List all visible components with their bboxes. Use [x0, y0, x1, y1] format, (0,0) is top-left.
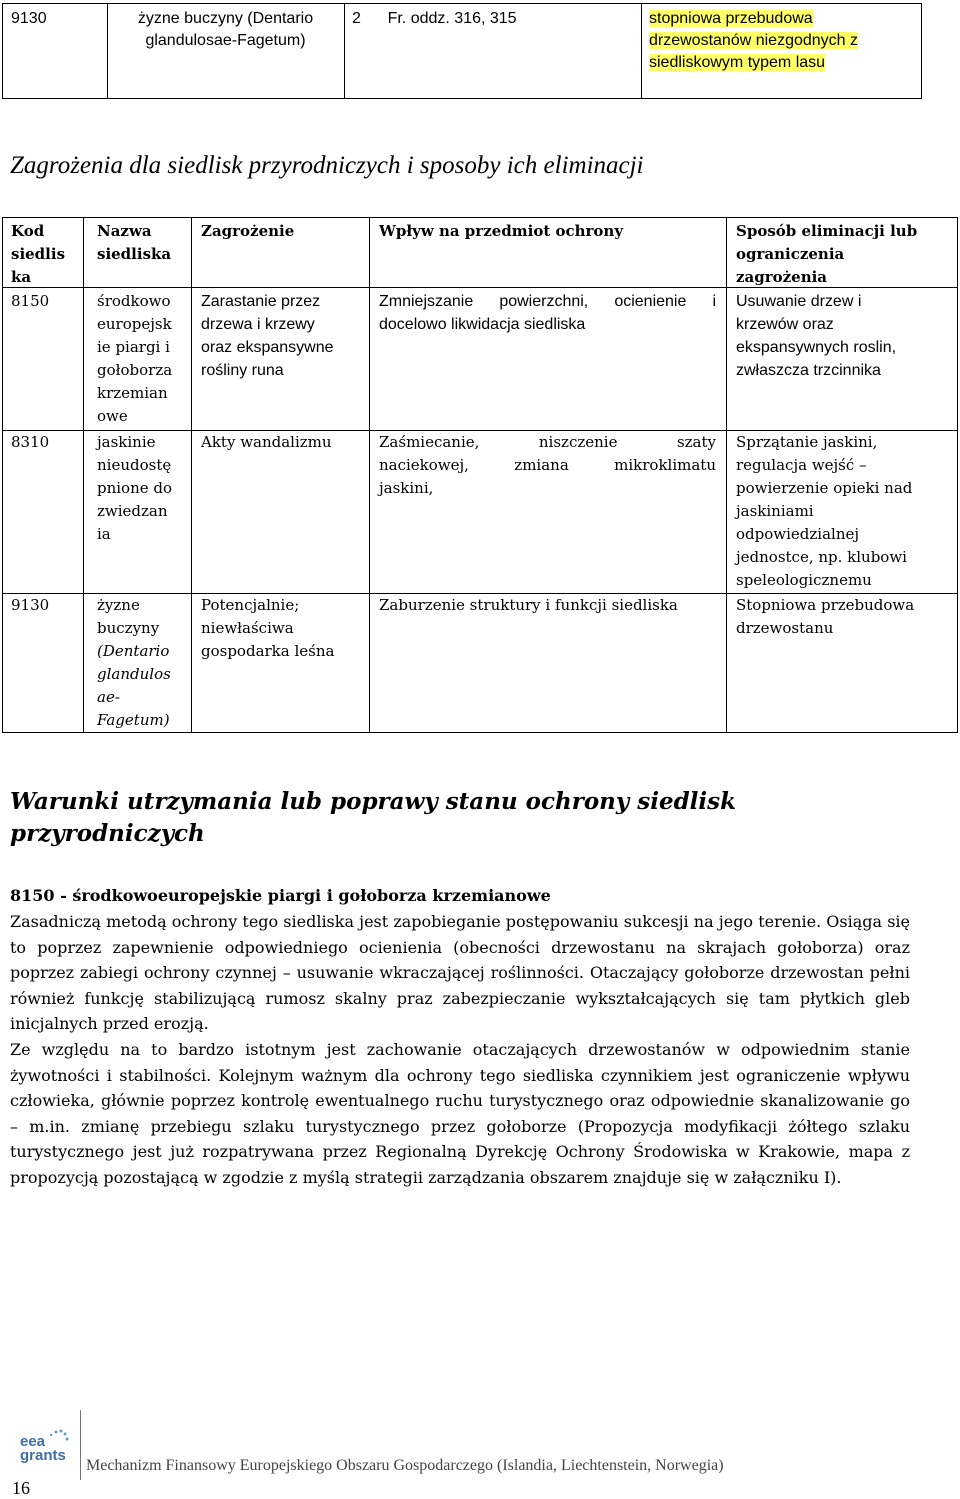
- row1-threat: Zarastanie przez drzewa i krzewy oraz ekspansywne rośliny runa: [201, 293, 334, 379]
- header-method: Sposób eliminacji lub ograniczenia zagrożenia: [736, 222, 918, 286]
- row1-name: środkowo europejsk ie piargi i gołoborza krzemian owe: [97, 292, 173, 425]
- top-name: żyzne buczyny (Dentario glandulosae-Fagetum): [137, 10, 314, 49]
- paragraph: Ze względu na to bardzo istotnym jest zachowanie otaczających drzewostanów w odpowiednim stanie żywotności i stabilności. Kolejnym ważnym dla ochrony tego siedliska czynnikiem jest ograniczenie wpływu człowieka, głównie poprzez kontrolę ewentualnego ruchu turystycznego oraz odpowiednie skanalizowanie go – m.in. zmianę przebiegu szlaku turystycznego przez gołoborze (Propozycja modyfikacji żółtego szlaku turystycznego jest już rozpatrywana przez Regionalną Dyrekcję Ochrony Środowiska w Krakowie, mapa z propozycją pozostającą w zgodzie z myślą strategii zarządzania obszarem znajduje się w załączniku I).: [10, 1039, 910, 1187]
- header-code: Kod siedlis ka: [11, 222, 66, 286]
- col-divider: [191, 218, 192, 732]
- col-divider: [726, 218, 727, 732]
- row1-method: Usuwanie drzew i krzewów oraz ekspansywnych roslin, zwłaszcza trzcinnika: [736, 293, 897, 379]
- logo-text-grants: grants: [20, 1447, 66, 1464]
- row3-impact: Zaburzenie struktury i funkcji siedliska: [379, 596, 678, 614]
- eea-grants-logo: [18, 1428, 78, 1472]
- row1-code: 8150: [11, 292, 50, 310]
- col-divider: [369, 218, 370, 732]
- top-ref: 2 Fr. oddz. 316, 315: [352, 10, 517, 27]
- top-code: 9130: [11, 10, 47, 27]
- row2-method: Sprzątanie jaskini, regulacja wejść – powierzenie opieki nad jaskiniami odpowiedzialnej jednostce, np. klubowi speleologicznemu: [736, 433, 913, 589]
- header-impact: Wpływ na przedmiot ochrony: [379, 222, 624, 240]
- threats-heading: Zagrożenia dla siedlisk przyrodniczych i sposoby ich eliminacji: [10, 152, 644, 179]
- row1-impact: Zmniejszanie powierzchni, ocienienie i docelowo likwidacja siedliska: [379, 293, 716, 333]
- footer-divider: [80, 1410, 81, 1480]
- row3-threat: Potencjalnie; niewłaściwa gospodarka leśna: [201, 596, 335, 660]
- row3-code: 9130: [11, 596, 50, 614]
- header-name: Nazwa siedliska: [97, 222, 172, 263]
- top-table: [2, 3, 922, 99]
- footer-text: Mechanizm Finansowy Europejskiego Obszaru Gospodarczego (Islandia, Liechtenstein, Norwegia): [86, 1457, 724, 1474]
- top-action: stopniowa przebudowa drzewostanów niezgodnych z siedliskowym typem lasu: [649, 10, 859, 71]
- threats-table: [2, 217, 958, 733]
- row2-impact: Zaśmiecanie, niszczenie szaty naciekowej, zmiana mikroklimatu jaskini,: [379, 433, 716, 497]
- row2-threat: Akty wandalizmu: [201, 433, 332, 451]
- body-text: [10, 909, 910, 1191]
- logo-text-eea: eea: [20, 1433, 46, 1450]
- header-threat: Zagrożenie: [201, 222, 295, 240]
- page-number: 16: [12, 1478, 30, 1498]
- row3-method: Stopniowa przebudowa drzewostanu: [736, 596, 915, 637]
- paragraph: Zasadniczą metodą ochrony tego siedliska jest zapobieganie postępowaniu sukcesji na jego terenie. Osiąga się to poprzez zapewnienie odpowiedniego ocienienia (obecności drzewostanu na skrajach gołoborza) oraz poprzez zabiegi ochrony czynnej – usuwanie wkraczającej roślinności. Otaczający gołoborze drzewostan pełni również funkcję stabilizującą rumosz skalny praz zabezpieczanie wykształcających się tam płytkich gleb inicjalnych przed erozją.: [10, 912, 910, 1034]
- row3-name: żyzne buczyny (Dentario glandulos ae- Fagetum): [97, 596, 171, 729]
- row2-code: 8310: [11, 433, 50, 451]
- conditions-heading: Warunki utrzymania lub poprawy stanu ochrony siedlisk przyrodniczych: [10, 788, 737, 847]
- habitat-subheading: 8150 - środkowoeuropejskie piargi i gołoborza krzemianowe: [10, 886, 551, 905]
- col-divider: [83, 218, 84, 732]
- row2-name: jaskinie nieudostę pnione do zwiedzan ia: [97, 433, 173, 543]
